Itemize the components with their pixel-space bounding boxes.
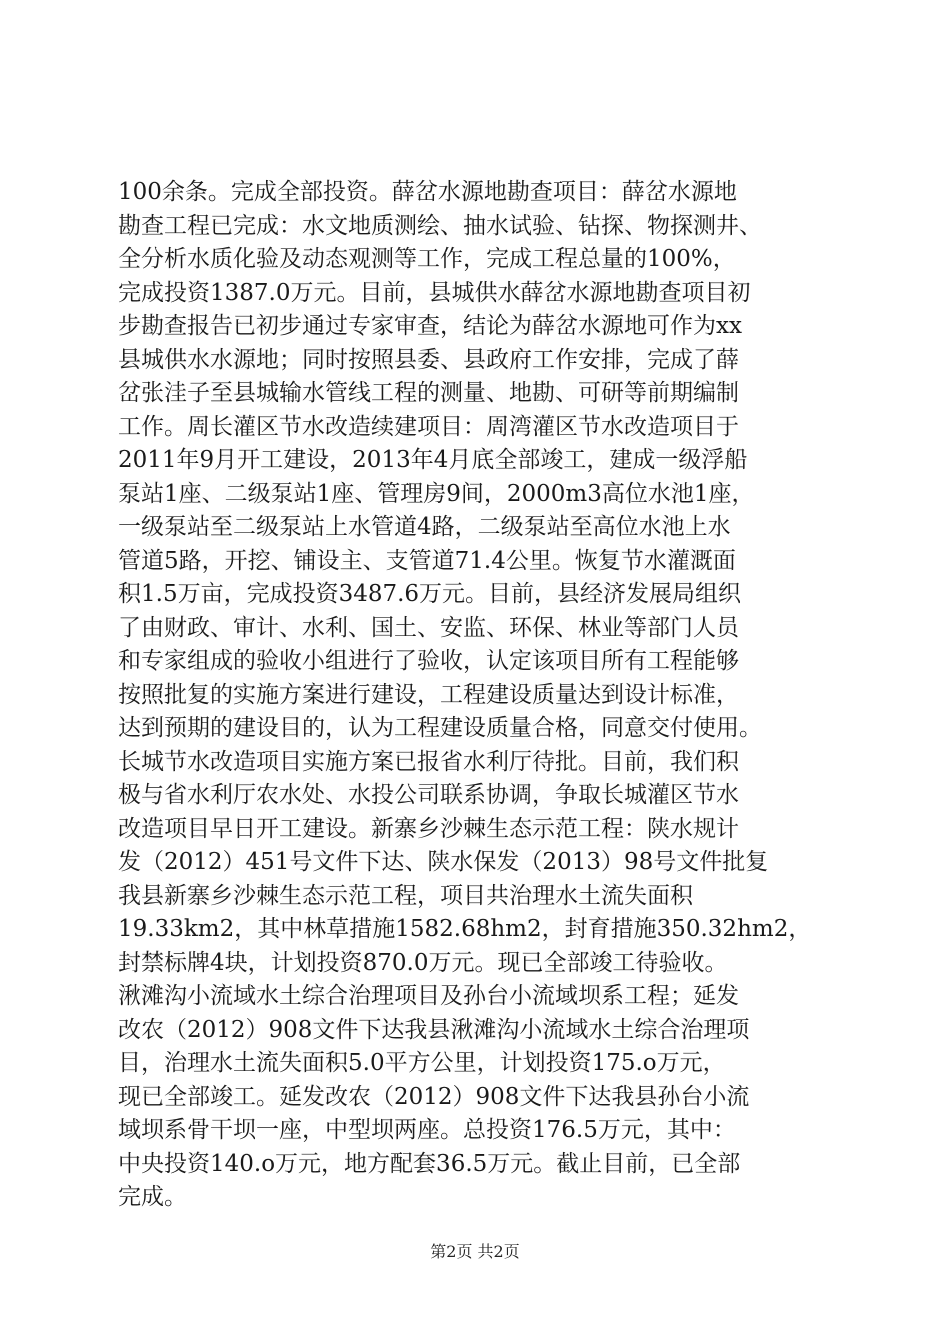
text-line: 100余条。完成全部投资。薛岔水源地勘查项目：薛岔水源地 (118, 179, 737, 205)
text-line: 中央投资140.o万元，地方配套36.5万元。截止目前，已全部 (118, 1150, 741, 1177)
text-line: 按照批复的实施方案进行建设，工程建设质量达到设计标准， (118, 681, 739, 708)
text-line: 现已全部竣工。延发改农（2012）908文件下达我县孙台小流 (118, 1083, 750, 1110)
text-line: 了由财政、审计、水利、国土、安监、环保、林业等部门人员 (118, 614, 739, 641)
text-line: 工作。周长灌区节水改造续建项目：周湾灌区节水改造项目于 (118, 413, 739, 440)
text-line: 19.33km2，其中林草措施1582.68hm2，封育措施350.32hm2， (118, 916, 812, 942)
text-line: 2011年9月开工建设，2013年4月底全部竣工，建成一级浮船 (118, 447, 748, 473)
text-line: 长城节水改造项目实施方案已报省水利厅待批。目前，我们积 (118, 748, 739, 775)
text-line: 一级泵站至二级泵站上水管道4路，二级泵站至高位水池上水 (118, 514, 731, 540)
text-line: 湫滩沟小流域水土综合治理项目及孙台小流域坝系工程；延发 (118, 983, 739, 1009)
text-line: 步勘查报告已初步通过专家审查，结论为薛岔水源地可作为xx (118, 313, 742, 339)
text-line: 完成。 (118, 1184, 187, 1210)
text-line: 达到预期的建设目的，认为工程建设质量合格，同意交付使用。 (118, 715, 762, 741)
text-line: 和专家组成的验收小组进行了验收，认定该项目所有工程能够 (118, 648, 739, 674)
text-line: 改造项目早日开工建设。新寨乡沙棘生态示范工程：陕水规计 (118, 815, 739, 842)
text-line: 岔张洼子至县城输水管线工程的测量、地勘、可研等前期编制 (118, 380, 739, 406)
page-footer: 第2页 共2页 (430, 1242, 520, 1261)
text-line: 目，治理水土流失面积5.0平方公里，计划投资175.o万元， (118, 1050, 726, 1076)
text-line: 域坝系骨干坝一座，中型坝两座。总投资176.5万元，其中： (118, 1117, 736, 1143)
text-line: 泵站1座、二级泵站1座、管理房9间，2000m3高位水池1座， (118, 480, 755, 507)
text-line: 管道5路，开挖、铺设主、支管道71.4公里。恢复节水灌溉面 (118, 547, 736, 574)
text-line: 积1.5万亩，完成投资3487.6万元。目前，县经济发展局组织 (118, 581, 742, 607)
body-paragraph (118, 176, 853, 1215)
text-line: 封禁标牌4块，计划投资870.0万元。现已全部竣工待验收。 (118, 949, 728, 976)
text-line: 完成投资1387.0万元。目前，县城供水薛岔水源地勘查项目初 (118, 279, 751, 306)
text-line: 我县新寨乡沙棘生态示范工程，项目共治理水土流失面积 (118, 882, 693, 909)
text-line: 改农（2012）908文件下达我县湫滩沟小流域水土综合治理项 (118, 1016, 750, 1043)
text-line: 县城供水水源地；同时按照县委、县政府工作安排，完成了薛 (118, 346, 739, 373)
text-line: 全分析水质化验及动态观测等工作，完成工程总量的100%， (118, 246, 736, 272)
text-line: 勘查工程已完成：水文地质测绘、抽水试验、钻探、物探测井、 (118, 212, 762, 239)
text-line: 极与省水利厅农水处、水投公司联系协调，争取长城灌区节水 (118, 782, 739, 808)
text-line: 发（2012）451号文件下达、陕水保发（2013）98号文件批复 (118, 849, 769, 875)
